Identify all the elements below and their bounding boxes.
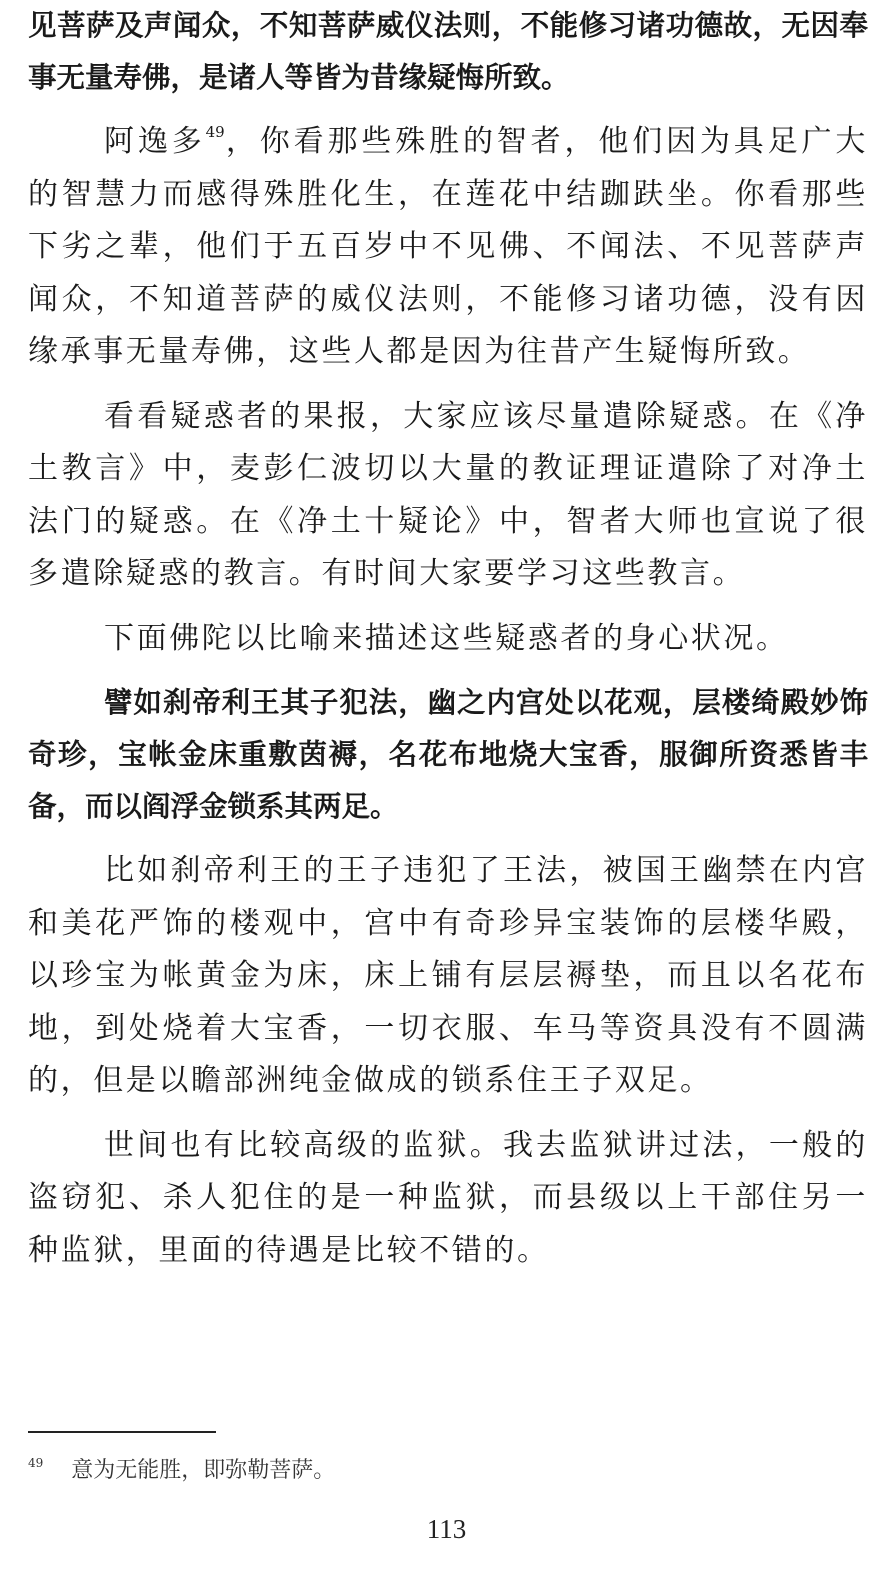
sutra-paragraph-2: 譬如刹帝利王其子犯法，幽之内宫处以花观，层楼绮殿妙饰奇珍，宝帐金床重敷茵褥，名花布地烧大宝香，服御所资悉皆丰备，而以阎浮金锁系其两足。 <box>28 686 868 823</box>
footnote-divider <box>28 1431 216 1433</box>
commentary-paragraph-2: 看看疑惑者的果报，大家应该尽量遣除疑惑。在《净土教言》中，麦彭仁波切以大量的教证理证遣除了对净土法门的疑惑。在《净土十疑论》中，智者大师也宣说了很多遣除疑惑的教言。有时间大家要学习这些教言。 <box>28 398 868 591</box>
paragraph-body: 广大的智慧力而感得殊胜化生，在莲花中结跏趺坐。你看那些下劣之辈，他们于五百岁中不见佛、不闻法、不见菩萨声闻众，不知道菩萨的威仪法则，不能修习诸功德，没有因缘承事无量寿佛，这些人都是因为往昔产生疑悔所致。 <box>28 124 868 369</box>
sutra-paragraph-1: 见菩萨及声闻众，不知菩萨威仪法则，不能修习诸功德故，无因奉事无量寿佛，是诸人等皆为昔缘疑悔所致。 <box>28 9 868 94</box>
footnote-reference[interactable]: 49 <box>205 123 225 141</box>
footnote <box>28 1448 335 1486</box>
commentary-paragraph-5: 世间也有比较高级的监狱。我去监狱讲过法，一般的盗窃犯、杀人犯住的是一种监狱，而县级以上干部住另一种监狱，里面的待遇是比较不错的。 <box>28 1127 868 1268</box>
footnote-text: 意为无能胜，即弥勒菩萨。 <box>71 1458 336 1483</box>
page-body <box>28 0 868 1277</box>
paragraph-lead: 阿逸多 <box>104 124 206 159</box>
commentary-paragraph-4: 比如刹帝利王的王子违犯了王法，被国王幽禁在内宫和美花严饰的楼观中，宫中有奇珍异宝装饰的层楼华殿，以珍宝为帐黄金为床，床上铺有层层褥垫，而且以名花布地，到处烧着大宝香，一切衣服、车马等资具没有不圆满的，但是以瞻部洲纯金做成的锁系住王子双足。 <box>28 853 868 1098</box>
footnote-number: 49 <box>28 1456 44 1470</box>
commentary-paragraph-3: 下面佛陀以比喻来描述这些疑惑者的身心状况。 <box>104 620 789 656</box>
paragraph-lead-tail: ，你看那些殊胜的智者，他们因为具足 <box>224 124 802 159</box>
commentary-paragraph-1 <box>28 116 868 379</box>
page-number: 113 <box>426 1514 467 1544</box>
